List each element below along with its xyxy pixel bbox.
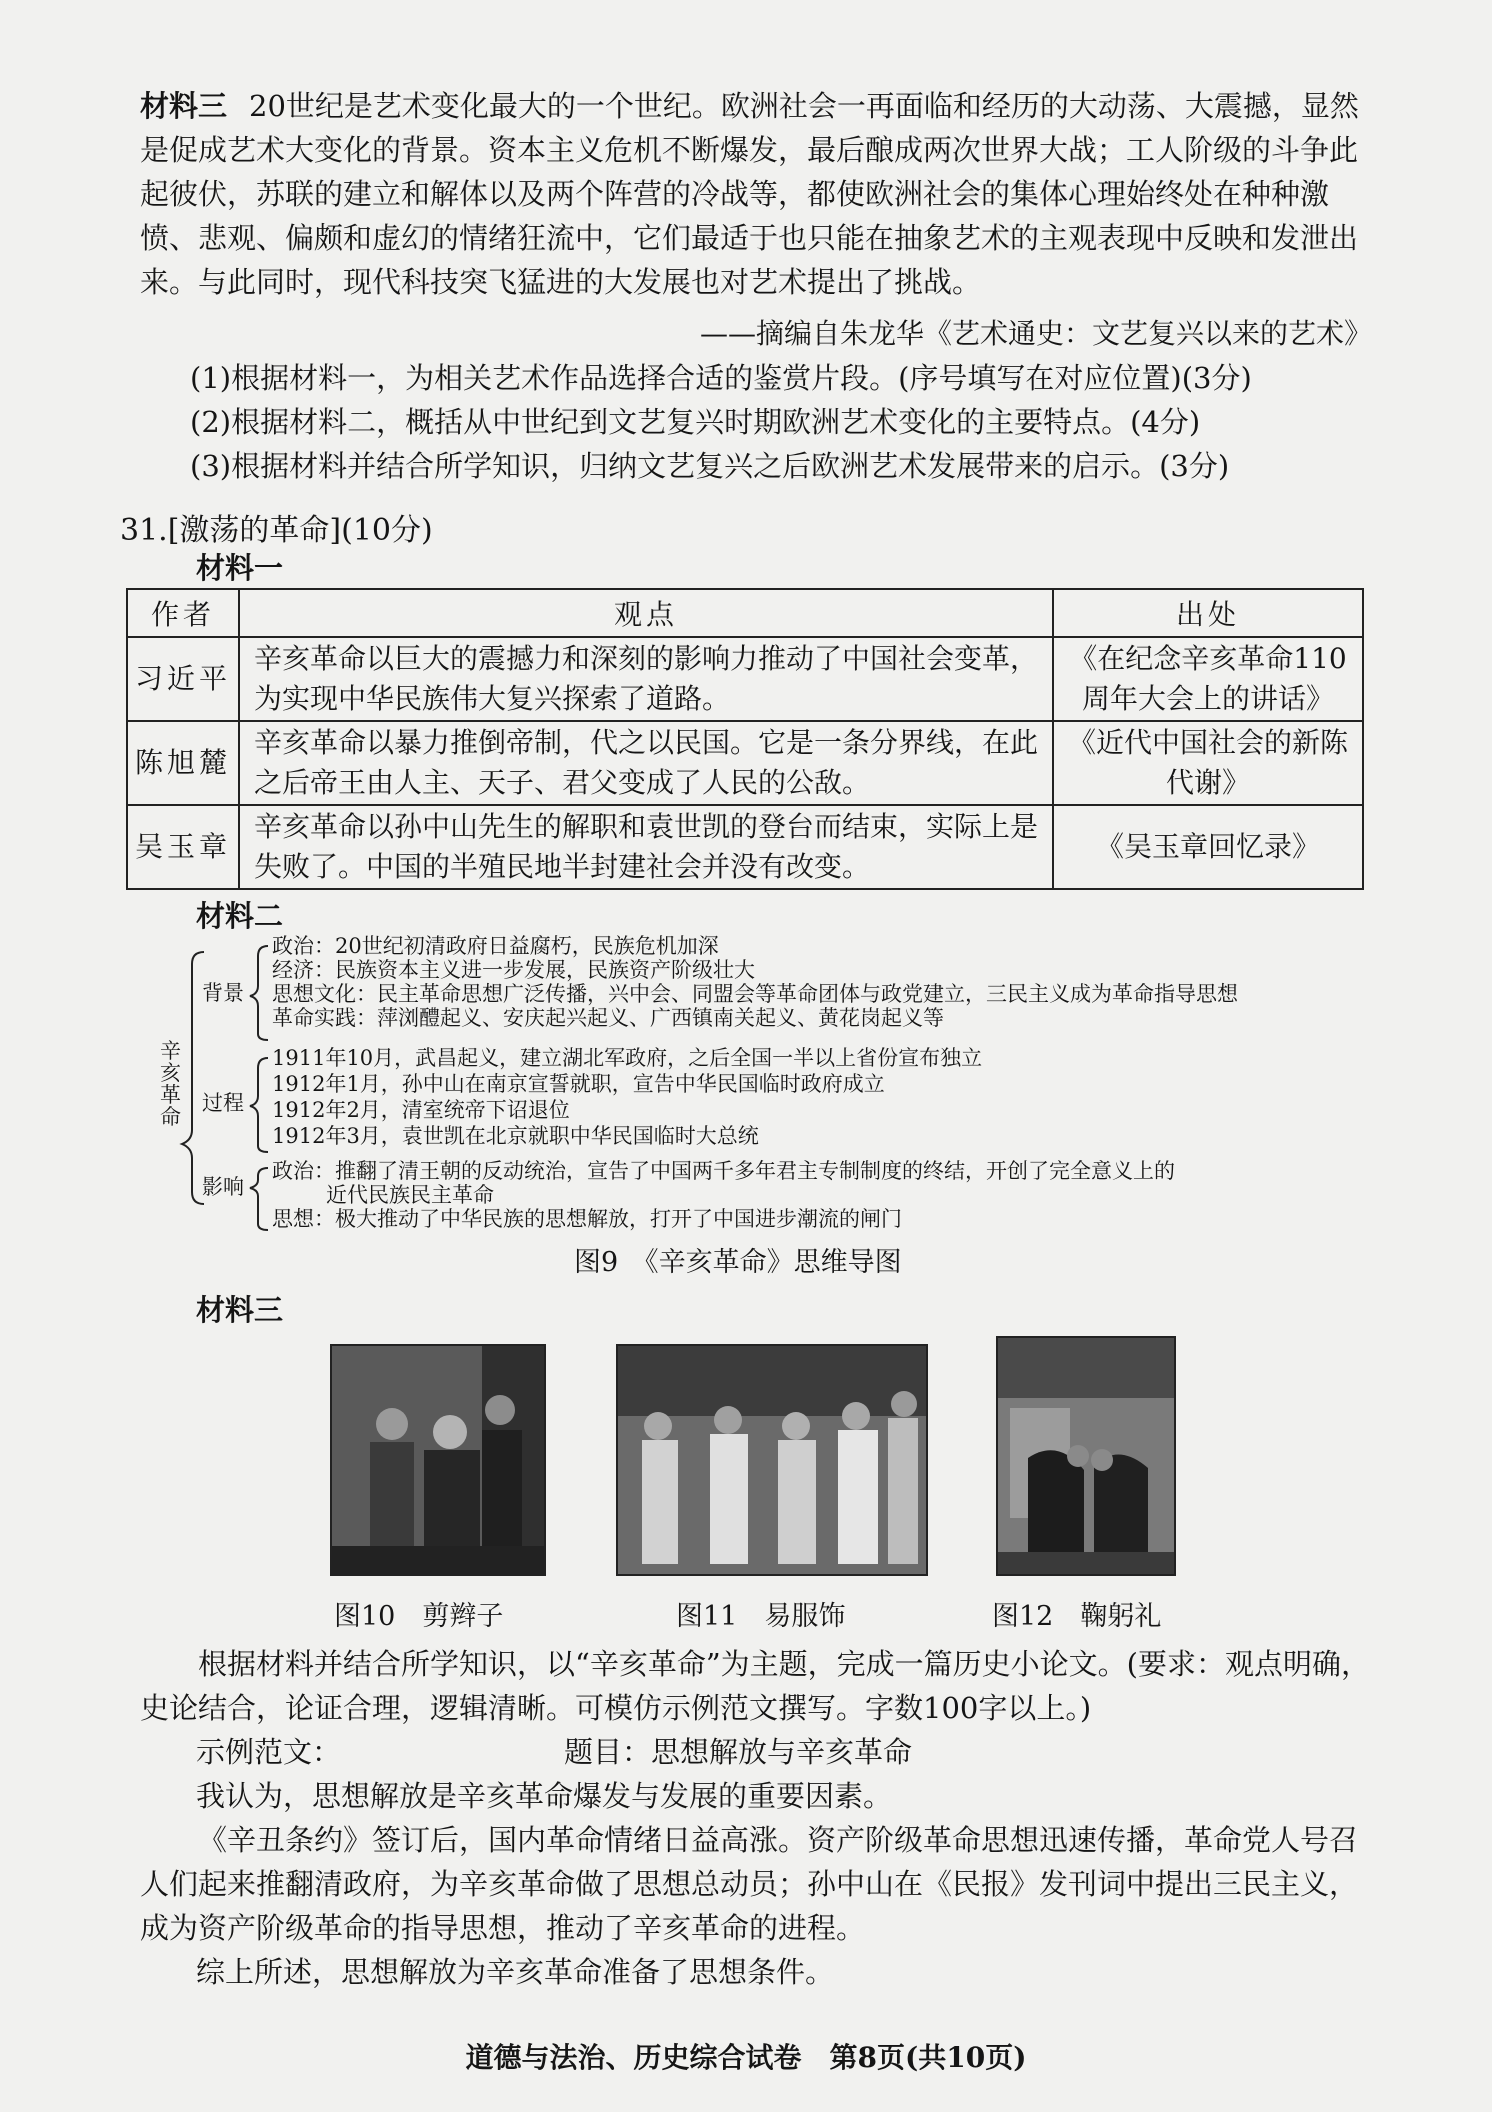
mindmap-impact-brace — [250, 1168, 268, 1230]
table-header-source: 出处 — [1053, 589, 1363, 637]
question-31-title: 31.[激荡的革命](10分) — [120, 513, 433, 548]
photo-changing-clothes — [616, 1344, 928, 1576]
example-paragraph-2: 《辛丑条约》签订后，国内革命情绪日益高涨。资产阶级革命思想迅速传播，革命党人号召人们起来推翻清政府，为辛亥革命做了思想总动员；孙中山在《民报》发刊词中提出三民主义，成为资产阶级革命的指导思想，推动了辛亥革命的进程。 — [140, 1823, 1359, 1945]
mindmap-background-item: 经济：民族资本主义进一步发展，民族资产阶级壮大 — [272, 958, 755, 982]
mindmap-process-brace — [250, 1058, 268, 1152]
material3-attribution: ——摘编自朱龙华《艺术通史：文艺复兴以来的艺术》 — [699, 317, 1372, 350]
photo-bowing-etiquette — [996, 1336, 1176, 1576]
material3-label-q31: 材料三 — [196, 1293, 284, 1327]
mindmap-background-brace — [250, 946, 268, 1040]
material1-label: 材料一 — [196, 551, 284, 585]
table-cell-author: 吴玉章 — [127, 805, 239, 889]
table-row — [127, 805, 1363, 889]
figure11-caption: 图11 易服饰 — [676, 1601, 846, 1632]
mindmap-impact-politics: 政治：推翻了清王朝的反动统治，宣告了中国两千多年君主专制制度的终结，开创了完全意义上的 — [272, 1159, 1175, 1183]
material2-label: 材料二 — [196, 899, 284, 933]
mindmap-background-label: 背景 — [202, 981, 244, 1005]
table-header-author: 作者 — [127, 589, 239, 637]
mindmap-impact-politics-cont: 近代民族民主革命 — [326, 1183, 494, 1207]
mindmap-process-item: 1912年3月，袁世凯在北京就职中华民国临时大总统 — [272, 1124, 759, 1148]
mindmap-root-brace — [182, 952, 204, 1204]
question-30-2: (2)根据材料二，概括从中世纪到文艺复兴时期欧洲艺术变化的主要特点。(4分) — [190, 405, 1201, 439]
material3-paragraph — [140, 84, 1372, 304]
mindmap-background-item: 革命实践：萍浏醴起义、安庆起兴起义、广西镇南关起义、黄花岗起义等 — [272, 1006, 944, 1030]
mindmap-background-item: 政治：20世纪初清政府日益腐朽，民族危机加深 — [272, 934, 719, 958]
photo-cutting-queue — [330, 1344, 546, 1576]
example-paragraph-1: 我认为，思想解放是辛亥革命爆发与发展的重要因素。 — [196, 1779, 893, 1813]
table-cell-view: 辛亥革命以孙中山先生的解职和袁世凯的登台而结束，实际上是失败了。中国的半殖民地半封建社会并没有改变。 — [239, 805, 1053, 889]
question-30-3: (3)根据材料并结合所学知识，归纳文艺复兴之后欧洲艺术发展带来的启示。(3分) — [190, 449, 1230, 483]
question-30-1: (1)根据材料一，为相关艺术作品选择合适的鉴赏片段。(序号填写在对应位置)(3分) — [190, 361, 1252, 395]
photo-changing-clothes-image — [618, 1346, 926, 1574]
material3-text: 20世纪是艺术变化最大的一个世纪。欧洲社会一再面临和经历的大动荡、大震撼，显然是促成艺术大变化的背景。资本主义危机不断爆发，最后酿成两次世界大战；工人阶级的斗争此起彼伏，苏联的建立和解体以及两个阵营的冷战等，都使欧洲社会的集体心理始终处在种种激愤、悲观、偏颇和虚幻的情绪狂流中，它们最适于也只能在抽象艺术的主观表现中反映和发泄出来。与此同时，现代科技突飞猛进的大发展也对艺术提出了挑战。 — [140, 89, 1359, 299]
mindmap-process-item: 1912年2月，清室统帝下诏退位 — [272, 1098, 570, 1122]
figure10-caption: 图10 剪辫子 — [334, 1601, 504, 1632]
table-header-view: 观点 — [239, 589, 1053, 637]
mindmap-impact-label: 影响 — [202, 1175, 244, 1199]
mindmap-process-item: 1911年10月，武昌起义，建立湖北军政府，之后全国一半以上省份宣布独立 — [272, 1046, 983, 1070]
figure9-caption: 图9 《辛亥革命》思维导图 — [574, 1247, 902, 1278]
material3-label: 材料三 — [140, 89, 228, 123]
table-cell-view: 辛亥革命以巨大的震撼力和深刻的影响力推动了中国社会变革，为实现中华民族伟大复兴探索了道路。 — [239, 637, 1053, 721]
figure12-caption: 图12 鞠躬礼 — [992, 1601, 1162, 1632]
page-footer: 道德与法治、历史综合试卷 第8页(共10页) — [465, 2041, 1027, 2074]
photo-bowing-etiquette-image — [998, 1338, 1174, 1574]
table-cell-view: 辛亥革命以暴力推倒帝制，代之以民国。它是一条分界线，在此之后帝王由人主、天子、君父变成了人民的公敌。 — [239, 721, 1053, 805]
table-cell-source: 《近代中国社会的新陈代谢》 — [1053, 721, 1363, 805]
mindmap-impact-thought: 思想：极大推动了中华民族的思想解放，打开了中国进步潮流的闸门 — [272, 1207, 902, 1231]
viewpoint-table — [126, 588, 1364, 890]
photo-cutting-queue-image — [332, 1346, 544, 1574]
example-paragraph-3: 综上所述，思想解放为辛亥革命准备了思想条件。 — [196, 1955, 835, 1989]
mindmap-process-label: 过程 — [202, 1091, 244, 1115]
essay-instruction: 根据材料并结合所学知识，以“辛亥革命”为主题，完成一篇历史小论文。(要求：观点明确，史论结合，论证合理，逻辑清晰。可模仿示例范文撰写。字数100字以上。) — [140, 1647, 1370, 1725]
table-cell-source: 《吴玉章回忆录》 — [1053, 805, 1363, 889]
table-cell-source: 《在纪念辛亥革命110周年大会上的讲话》 — [1053, 637, 1363, 721]
example-title: 题目：思想解放与辛亥革命 — [564, 1735, 913, 1769]
mindmap-root: 辛亥革命 — [160, 1039, 181, 1129]
table-row — [127, 721, 1363, 805]
table-row — [127, 637, 1363, 721]
table-header-row — [127, 589, 1363, 637]
mindmap-background-item: 思想文化：民主革命思想广泛传播，兴中会、同盟会等革命团体与政党建立，三民主义成为革命指导思想 — [272, 982, 1238, 1006]
table-cell-author: 习近平 — [127, 637, 239, 721]
example-label: 示例范文： — [196, 1735, 342, 1769]
mindmap-process-item: 1912年1月，孙中山在南京宣誓就职，宣告中华民国临时政府成立 — [272, 1072, 885, 1096]
table-cell-author: 陈旭麓 — [127, 721, 239, 805]
